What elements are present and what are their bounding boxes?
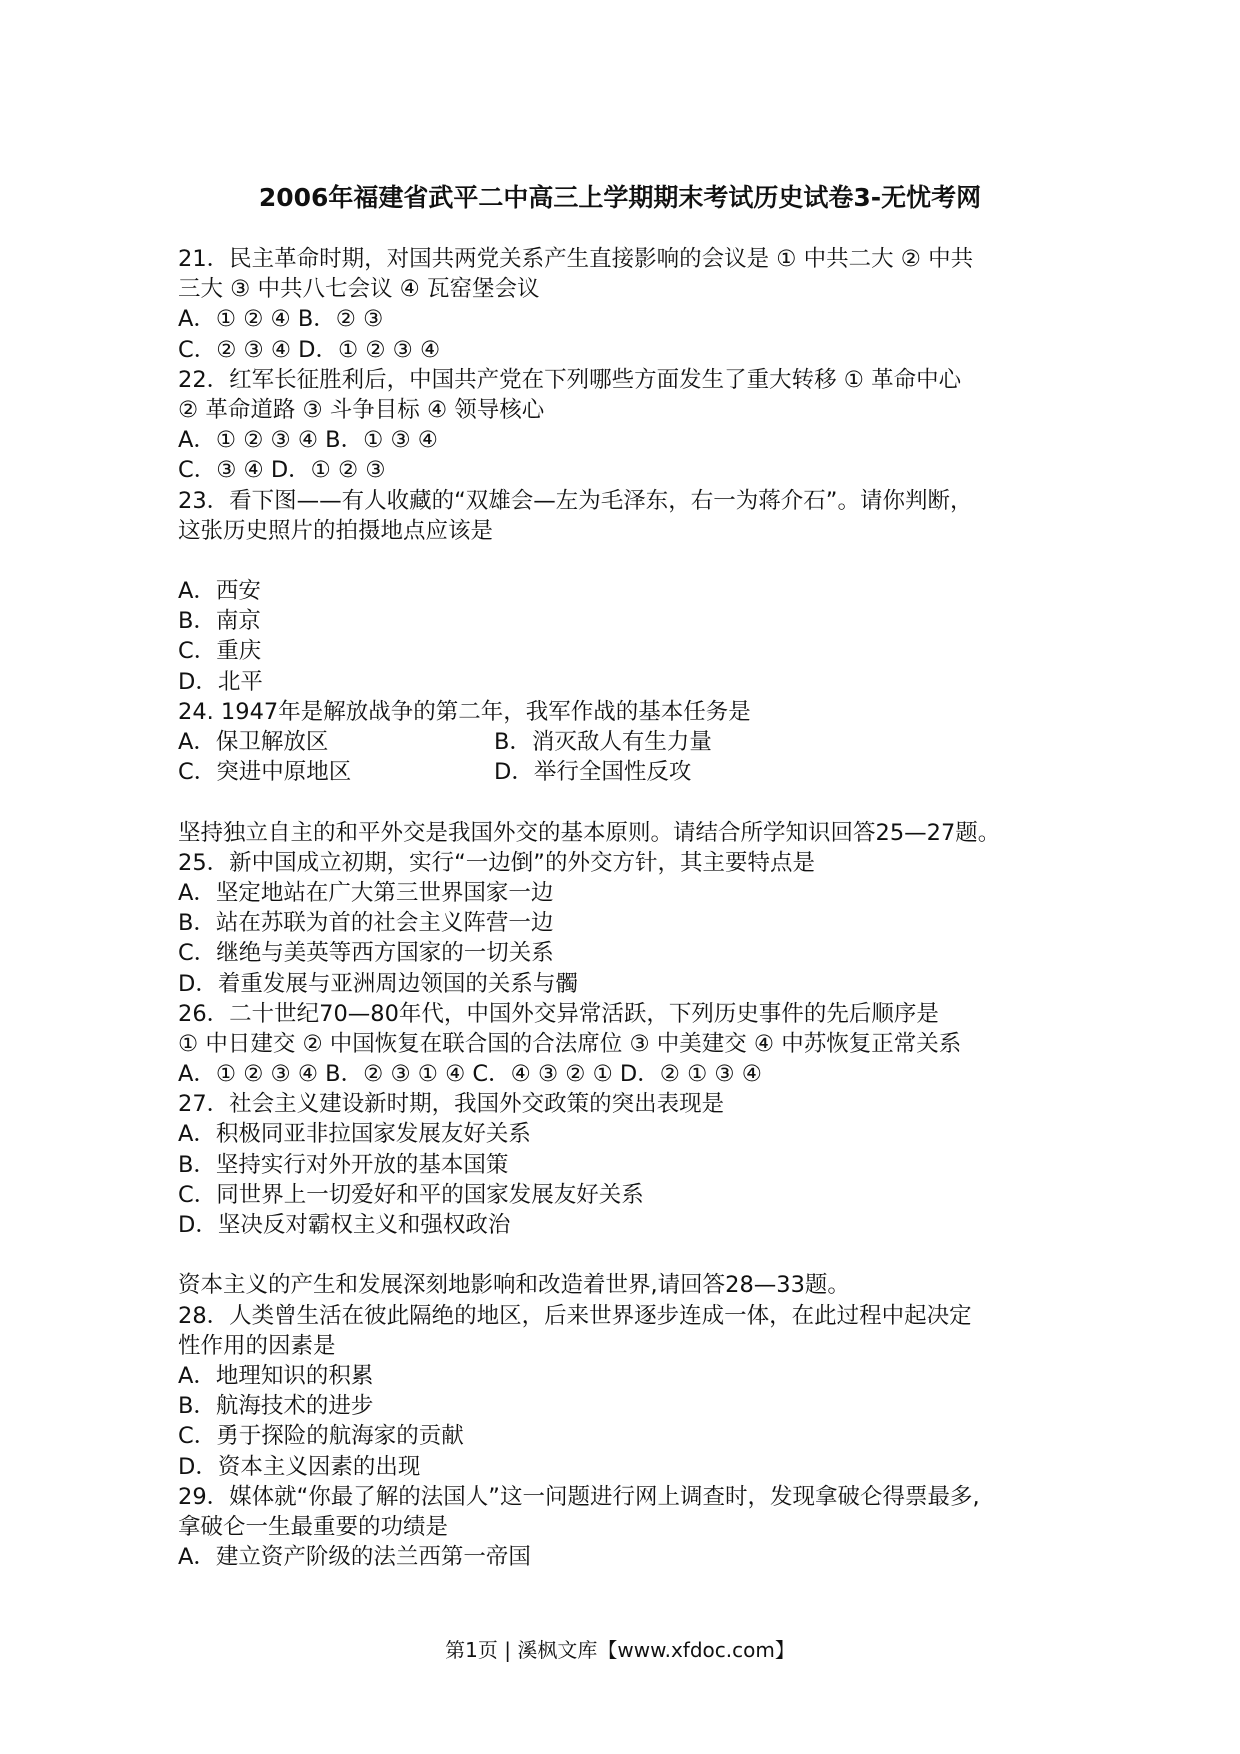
section-intro-25-27: 坚持独立自主的和平外交是我国外交的基本原则。请结合所学知识回答25—27题。 [178, 819, 1001, 846]
section-intro-28-33: 资本主义的产生和发展深刻地影响和改造着世界,请回答28—33题。 [178, 1272, 850, 1299]
question-24-options-row2 [178, 757, 1078, 787]
question-24-option-d: D．举行全国性反攻 [494, 759, 692, 786]
question-28-option-d: D．资本主义因素的出现 [178, 1453, 421, 1480]
question-25-text: 25．新中国成立初期，实行“一边倒”的外交方针，其主要特点是 [178, 849, 815, 876]
question-27-option-b: B．坚持实行对外开放的基本国策 [178, 1151, 509, 1178]
question-28-option-c: C．勇于探险的航海家的贡献 [178, 1423, 464, 1450]
blank-line [178, 1240, 1078, 1270]
question-28-option-b: B．航海技术的进步 [178, 1393, 374, 1420]
question-24-option-b: B．消灭敌人有生力量 [494, 729, 712, 755]
blank-line [178, 546, 1078, 576]
question-26-events: ① 中日建交 ② 中国恢复在联合国的合法席位 ③ 中美建交 ④ 中苏恢复正常关系 [178, 1030, 962, 1057]
blank-line [178, 787, 1078, 817]
question-29-text-cont: 拿破仑一生最重要的功绩是 [178, 1513, 449, 1540]
question-23-text: 23．看下图——有人收藏的“双雄会—左为毛泽东，右一为蒋介石”。请你判断， [178, 487, 973, 514]
question-21-text: 21．民主革命时期，对国共两党关系产生直接影响的会议是 ① 中共二大 ② 中共 [178, 246, 974, 272]
question-24-options-row1 [178, 727, 1078, 757]
question-21-options-cd: C．② ③ ④ D．① ② ③ ④ [178, 336, 441, 363]
question-22-options-ab: A．① ② ③ ④ B．① ③ ④ [178, 427, 438, 454]
question-22-text-cont: ② 革命道路 ③ 斗争目标 ④ 领导核心 [178, 396, 545, 423]
question-28-text-cont: 性作用的因素是 [178, 1332, 336, 1359]
question-29-text: 29．媒体就“你最了解的法国人”这一问题进行网上调查时，发现拿破仑得票最多, [178, 1483, 980, 1510]
question-24-text: 24. 1947年是解放战争的第二年，我军作战的基本任务是 [178, 698, 751, 725]
question-27-option-d: D．坚决反对霸权主义和强权政治 [178, 1212, 511, 1238]
question-25-option-b: B．站在苏联为首的社会主义阵营一边 [178, 910, 554, 937]
question-23-option-c: C．重庆 [178, 638, 262, 665]
question-25-option-c: C．继绝与美英等西方国家的一切关系 [178, 940, 554, 967]
question-21-text-cont: 三大 ③ 中共八七会议 ④ 瓦窑堡会议 [178, 276, 540, 303]
question-23-text-cont: 这张历史照片的拍摄地点应该是 [178, 517, 494, 544]
question-26-text: 26．二十世纪70—80年代，中国外交异常活跃，下列历史事件的先后顺序是 [178, 1000, 939, 1027]
question-23-option-d: D．北平 [178, 668, 263, 695]
question-27-option-a: A．积极同亚非拉国家发展友好关系 [178, 1121, 531, 1148]
page-footer: 第1页 | 溪枫文库【www.xfdoc.com】 [445, 1638, 795, 1662]
question-22-options-cd: C．③ ④ D．① ② ③ [178, 457, 386, 484]
question-22-text: 22．红军长征胜利后，中国共产党在下列哪些方面发生了重大转移 ① 革命中心 [178, 366, 962, 393]
question-26-options: A．① ② ③ ④ B．② ③ ① ④ C．④ ③ ② ① D．② ① ③ ④ [178, 1061, 762, 1088]
question-23-option-b: B．南京 [178, 608, 261, 635]
question-24-option-a: A．保卫解放区 [178, 729, 329, 755]
question-25-option-a: A．坚定地站在广大第三世界国家一边 [178, 879, 554, 906]
question-28-option-a: A．地理知识的积累 [178, 1362, 374, 1389]
question-23-option-a: A．西安 [178, 578, 261, 605]
document-body [178, 244, 1078, 1572]
question-27-text: 27．社会主义建设新时期，我国外交政策的突出表现是 [178, 1091, 725, 1118]
document-title: 2006年福建省武平二中高三上学期期末考试历史试卷3-无忧考网 [258, 183, 982, 212]
question-24-option-c: C．突进中原地区 [178, 759, 352, 786]
question-29-option-a: A．建立资产阶级的法兰西第一帝国 [178, 1544, 531, 1571]
question-28-text: 28．人类曾生活在彼此隔绝的地区，后来世界逐步连成一体，在此过程中起决定 [178, 1302, 972, 1329]
question-27-option-c: C．同世界上一切爱好和平的国家发展友好关系 [178, 1181, 644, 1208]
question-25-option-d: D．着重发展与亚洲周边领国的关系与髑 [178, 970, 578, 997]
question-21-options-ab: A．① ② ④ B．② ③ [178, 306, 384, 333]
